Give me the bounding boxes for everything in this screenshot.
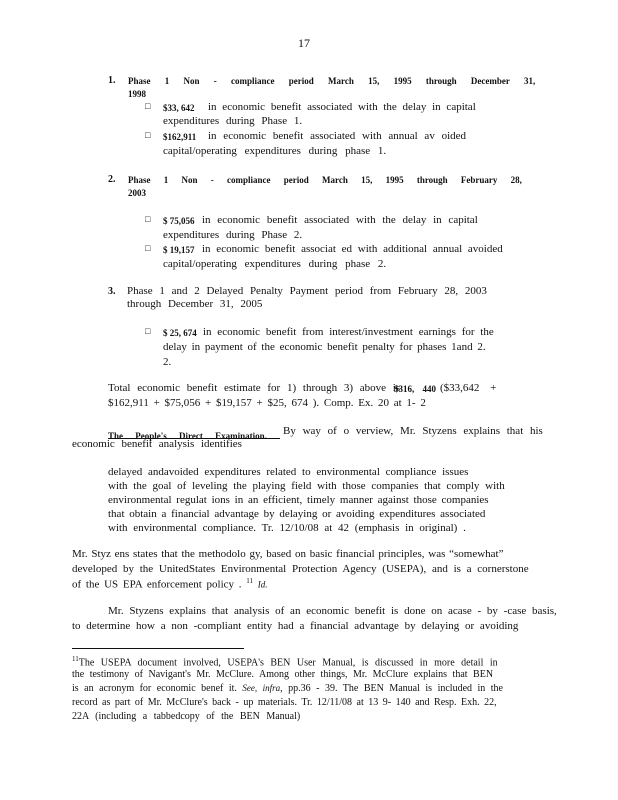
footnote-line: the testimony of Navigant's Mr. McClure. Among other things, Mr. McClure explains that BEN [72, 669, 494, 680]
item-3-line: Phase 1 and 2 Delayed Penalty Payment period from February 28, 2003 [127, 285, 487, 297]
bullet-amount: $ 75,056 [163, 216, 195, 226]
item-3-line: through December 31, 2005 [127, 298, 263, 310]
paragraph-line: Mr. Styz ens states that the methodolo gy, based on basic financial principles, was “somewhat” [72, 548, 504, 560]
square-bullet-icon: □ [145, 243, 151, 253]
item-1-number: 1. [108, 75, 116, 86]
bullet-amount: $33, 642 [163, 103, 195, 113]
section-text: economic benefit analysis identifies [72, 438, 242, 450]
footnote-text: is an acronym for economic benef it. [72, 683, 237, 694]
item-2-number: 2. [108, 174, 116, 185]
quote-line: environmental regulat ions in an efficient, timely manner against those companies [108, 494, 489, 506]
item-2-heading-year: 2003 [128, 188, 146, 198]
paragraph-line: to determine how a non -compliant entity had a financial advantage by delaying or avoiding [72, 620, 519, 632]
item-1-heading-year: 1998 [128, 89, 146, 99]
total-line: Total economic benefit estimate for 1) through 3) above is [108, 382, 401, 394]
paragraph-line: developed by the UnitedStates Environmental Protection Agency (USEPA), and is a cornerstone [72, 563, 529, 575]
square-bullet-icon: □ [145, 101, 151, 111]
paragraph-line [72, 577, 268, 591]
bullet-text: in economic benefit associated with the delay in capital [202, 214, 478, 226]
bullet-text: delay in payment of the economic benefit penalty for phases 1and 2. [163, 341, 486, 353]
bullet-amount: $162,911 [163, 132, 197, 142]
bullet-text: in economic benefit associated with the delay in capital [208, 101, 476, 113]
footnote-text: , pp.36 - 39. The BEN Manual is included in the [280, 683, 503, 694]
total-amount: $316, 440 [394, 384, 436, 394]
footnote-text: The USEPA document involved, USEPA's BEN User Manual, is discussed in more detail in [78, 657, 498, 669]
paragraph-text: of the US EPA enforcement policy . [72, 578, 242, 591]
section-title: The People's Direct Examination. [108, 431, 267, 441]
citation: Id. [257, 579, 268, 590]
footnote-line [72, 683, 503, 694]
page-number: 17 [298, 36, 310, 50]
bullet-text: capital/operating expenditures during phase 1. [163, 145, 387, 157]
item-2-heading: Phase 1 Non - compliance period March 15, 1995 through February 28, [128, 175, 522, 185]
footnote-number: 11 [72, 655, 79, 663]
citation: infra [262, 683, 281, 693]
bullet-text: 2. [163, 356, 172, 368]
item-3-number: 3. [108, 286, 116, 297]
bullet-text: capital/operating expenditures during phase 2. [163, 258, 387, 270]
bullet-amount: $ 25, 674 [163, 328, 197, 338]
bullet-amount: $ 19,157 [163, 245, 195, 255]
bullet-text: expenditures during Phase 1. [163, 115, 303, 127]
bullet-text: in economic benefit associat ed with additional annual avoided [202, 243, 503, 255]
total-line: $162,911 + $75,056 + $19,157 + $25, 674 ). Comp. Ex. 20 at 1- 2 [108, 397, 426, 409]
paragraph-line: Mr. Styzens explains that analysis of an economic benefit is done on acase - by -case basis, [108, 605, 557, 617]
footnote-divider [72, 648, 244, 649]
quote-line: with the goal of leveling the playing field with those companies that comply with [108, 480, 505, 492]
item-1-heading: Phase 1 Non - compliance period March 15, 1995 through December 31, [128, 76, 536, 86]
quote-line: that obtain a financial advantage by delaying or avoiding expenditures associated [108, 508, 486, 520]
total-line: ($33,642 + [440, 382, 497, 394]
bullet-text: expenditures during Phase 2. [163, 229, 303, 241]
quote-line: with environmental compliance. Tr. 12/10/08 at 42 (emphasis in original) . [108, 522, 466, 534]
footnote-line: 22A (including a tabbedcopy of the BEN Manual) [72, 711, 301, 722]
citation: See, [242, 683, 258, 693]
footnote-line [72, 655, 498, 668]
square-bullet-icon: □ [145, 214, 151, 224]
square-bullet-icon: □ [145, 130, 151, 140]
bullet-text: in economic benefit from interest/investment earnings for the [203, 326, 494, 338]
bullet-text: in economic benefit associated with annual av oided [208, 130, 467, 142]
quote-line: delayed andavoided expenditures related to environmental compliance issues [108, 466, 469, 478]
footnote-ref: 11 [246, 577, 254, 585]
square-bullet-icon: □ [145, 326, 151, 336]
footnote-line: record as part of Mr. McClure's back - up materials. Tr. 12/11/08 at 13 9- 140 and Resp. Exh. 22, [72, 697, 497, 708]
section-text: By way of o verview, Mr. Styzens explains that his [283, 425, 543, 437]
